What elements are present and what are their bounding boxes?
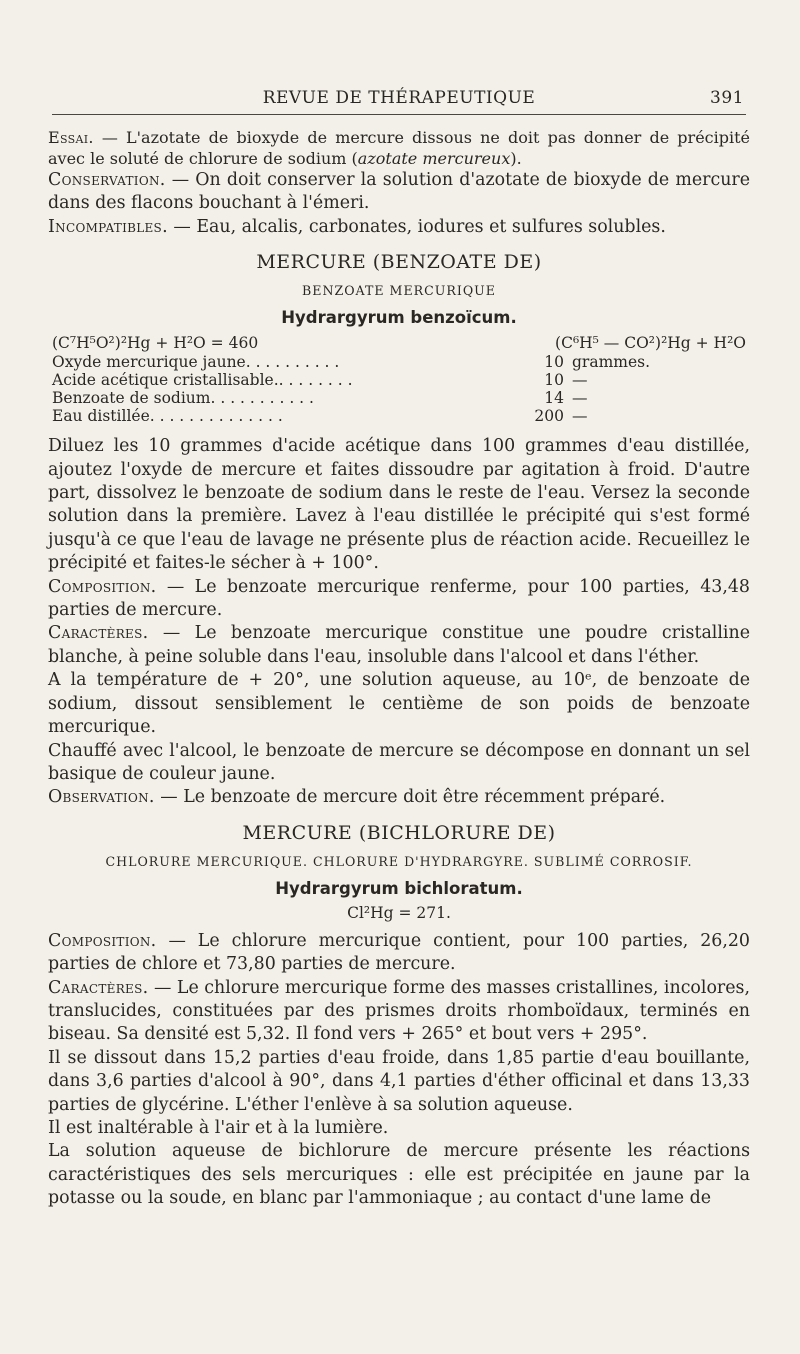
benzoate-caracteres-paragraph: Caractères. — Le benzoate mercurique constitue une poudre cristalline blanche, à peine soluble dans l'eau, insoluble dans l'alcool et dans l'éther. — [48, 623, 750, 667]
benzoate-preparation-paragraph: Diluez les 10 grammes d'acide acétique dans 100 grammes d'eau distillée, ajoutez l'oxyde de mercure et faites dissoudre par agitation à froid. D'autre part, dissolvez le benzoate de sodium dans le reste de l'eau. Versez la seconde solution dans la première. Lavez à l'eau distillée le précipité qui s'est formé jusqu'à ce que l'eau de lavage ne présente plus de réaction acide. Recueillez le précipité et faites-le sécher à + 100°. — [48, 436, 750, 574]
benzoate-section-title: MERCURE (BENZOATE DE) — [256, 251, 542, 274]
benzoate-formula-row — [52, 333, 746, 353]
caracteres-label: Caractères. — [48, 977, 149, 998]
recipe-unit: — — [572, 407, 588, 426]
conservation-paragraph: Conservation. — On doit conserver la solution d'azotate de bioxyde de mercure dans des flacons bouchant à l'émeri. — [48, 170, 750, 214]
recipe-row — [52, 407, 662, 425]
bichlorure-subtitle: CHLORURE MERCURIQUE. CHLORURE D'HYDRARGYRE. SUBLIMÉ CORROSIF. — [105, 853, 693, 869]
benzoate-subtitle: BENZOATE MERCURIQUE — [302, 283, 496, 299]
caracteres-label: Caractères. — [48, 623, 149, 644]
recipe-ingredient: Benzoate de sodium. . . . . . . . . . . — [52, 389, 314, 408]
observation-label: Observation. — [48, 787, 155, 808]
essai-label: Essai. — [48, 128, 94, 147]
composition-label: Composition. — [48, 930, 157, 951]
bichlorure-caracteres-paragraph: Caractères. — Le chlorure mercurique forme des masses cristallines, incolores, translucides, constituées par des prismes droits rhomboïdaux, terminés en biseau. Sa densité est 5,32. Il fond vers + 265° et bout vers + 295°. — [48, 977, 750, 1045]
benzoate-observation-paragraph: Observation. — Le benzoate de mercure doit être récemment préparé. — [48, 787, 666, 808]
journal-title: REVUE DE THÉRAPEUTIQUE — [262, 88, 536, 108]
recipe-unit: — — [572, 389, 588, 408]
composition-label: Composition. — [48, 576, 157, 597]
recipe-unit: grammes. — [572, 353, 651, 372]
recipe-ingredient: Eau distillée. . . . . . . . . . . . . . — [52, 407, 283, 426]
benzoate-formula-right: (C⁶H⁵ — CO²)²Hg + H²O — [555, 334, 746, 353]
bichlorure-section-title: MERCURE (BICHLORURE DE) — [242, 821, 556, 844]
incompatibles-label: Incompatibles. — [48, 216, 168, 237]
recipe-quantity: 14 — [544, 389, 564, 408]
bichlorure-reactions-paragraph: La solution aqueuse de bichlorure de mercure présente les réactions caractéristiques des sels mercuriques : elle est précipitée en jaune par la potasse ou la soude, en blanc par l'ammoniaque ; au contact d'une lame de — [48, 1141, 750, 1209]
bichlorure-formula: Cl²Hg = 271. — [347, 903, 451, 922]
page-number: 391 — [710, 88, 744, 108]
benzoate-temperature-paragraph: A la température de + 20°, une solution aqueuse, au 10ᵉ, de benzoate de sodium, dissout sensiblement le centième de son poids de benzoate mercurique. — [48, 670, 750, 738]
header-rule — [52, 114, 746, 115]
bichlorure-stabilite-paragraph: Il est inaltérable à l'air et à la lumière. — [48, 1117, 389, 1138]
benzoate-recipe-table — [52, 353, 662, 425]
running-header — [48, 78, 750, 112]
conservation-label: Conservation. — [48, 170, 166, 190]
benzoate-formula-left: (C⁷H⁵O²)²Hg + H²O = 460 — [52, 334, 259, 353]
recipe-ingredient: Oxyde mercurique jaune. . . . . . . . . . — [52, 353, 340, 372]
essai-italic: azotate mercureux — [357, 149, 511, 168]
recipe-row — [52, 371, 662, 389]
bichlorure-solubilite-paragraph: Il se dissout dans 15,2 parties d'eau froide, dans 1,85 partie d'eau bouillante, dans 3,6 parties d'alcool à 90°, dans 4,1 parties d'éther officinal et dans 13,33 parties de glycérine. L'éther l'enlève à sa solution aqueuse. — [48, 1047, 750, 1115]
recipe-quantity: 10 — [544, 353, 564, 372]
benzoate-chauffe-paragraph: Chauffé avec l'alcool, le benzoate de mercure se décompose en donnant un sel basique de couleur jaune. — [48, 740, 750, 784]
recipe-quantity: 10 — [544, 371, 564, 390]
bichlorure-composition-paragraph: Composition. — Le chlorure mercurique contient, pour 100 parties, 26,20 parties de chlore et 73,80 parties de mercure. — [48, 930, 750, 975]
recipe-row — [52, 353, 662, 371]
recipe-unit: — — [572, 371, 588, 390]
benzoate-latin-name: Hydrargyrum benzoïcum. — [281, 308, 517, 328]
recipe-ingredient: Acide acétique cristallisable.. . . . . . . . — [52, 371, 353, 390]
incompatibles-paragraph: Incompatibles. — Eau, alcalis, carbonates, iodures et sulfures solubles. — [48, 216, 666, 237]
benzoate-composition-paragraph: Composition. — Le benzoate mercurique renferme, pour 100 parties, 43,48 parties de mercure. — [48, 576, 750, 621]
recipe-quantity: 200 — [534, 407, 564, 426]
recipe-row — [52, 389, 662, 407]
essai-paragraph: Essai. — L'azotate de bioxyde de mercure dissous ne doit pas donner de précipité avec le soluté de chlorure de sodium (azotate mercureux). — [48, 128, 750, 168]
bichlorure-latin-name: Hydrargyrum bichloratum. — [275, 878, 523, 898]
